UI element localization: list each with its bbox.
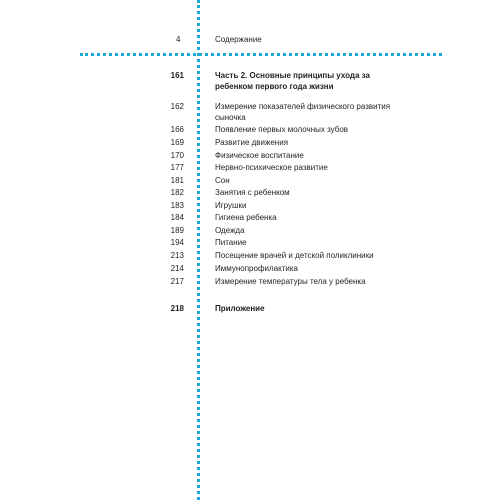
toc-entry-title: Питание: [215, 238, 247, 247]
toc-entry-title: Нервно-психическое развитие: [215, 163, 328, 172]
toc-entry-title: Физическое воспитание: [215, 151, 304, 160]
toc-entry-title: Измерение показателей физического развития сыночка: [215, 102, 391, 122]
toc-entry-title: Гигиена ребенка: [215, 213, 277, 222]
toc-entry-page: 161: [170, 71, 184, 80]
toc-entry-page: 218: [170, 304, 184, 313]
toc-entry-page: 182: [170, 188, 184, 197]
toc-entry-page: 184: [170, 213, 184, 222]
toc-entry-page: 213: [170, 251, 184, 260]
page-number: 4: [176, 35, 181, 44]
toc-entry-page: 177: [170, 163, 184, 172]
toc-entry-page: 183: [170, 201, 184, 210]
toc-entry-title: Появление первых молочных зубов: [215, 125, 349, 134]
toc-entry-title: Занятия с ребенком: [215, 188, 290, 197]
toc-entry-title: Измерение температуры тела у ребенка: [215, 277, 366, 286]
horizontal-dotted-rule: [80, 53, 442, 56]
toc-entry-title: Часть 2. Основные принципы ухода за ребенком первого года жизни: [215, 71, 370, 91]
toc-entry-title: Одежда: [215, 226, 245, 235]
toc-entry-page: 217: [170, 277, 184, 286]
toc-entry-title: Сон: [215, 176, 230, 185]
toc-entry-page: 214: [170, 264, 184, 273]
toc-entry-page: 170: [170, 151, 184, 160]
toc-entry-title: Развитие движения: [215, 138, 289, 147]
running-header-title: Содержание: [215, 35, 262, 44]
toc-entry-title: Посещение врачей и детской поликлиники: [215, 251, 374, 260]
toc-entry-page: 194: [170, 238, 184, 247]
toc-entry-page: 166: [170, 125, 184, 134]
toc-entry-title: Игрушки: [215, 201, 247, 210]
toc-entry-page: 169: [170, 138, 184, 147]
toc-entry-page: 181: [170, 176, 184, 185]
toc-entry-title: Иммунопрофилактика: [215, 264, 298, 273]
toc-entry-page: 162: [170, 102, 184, 111]
toc-entry-page: 189: [170, 226, 184, 235]
toc-entry-title: Приложение: [215, 304, 265, 313]
vertical-dotted-rule: [197, 0, 200, 500]
